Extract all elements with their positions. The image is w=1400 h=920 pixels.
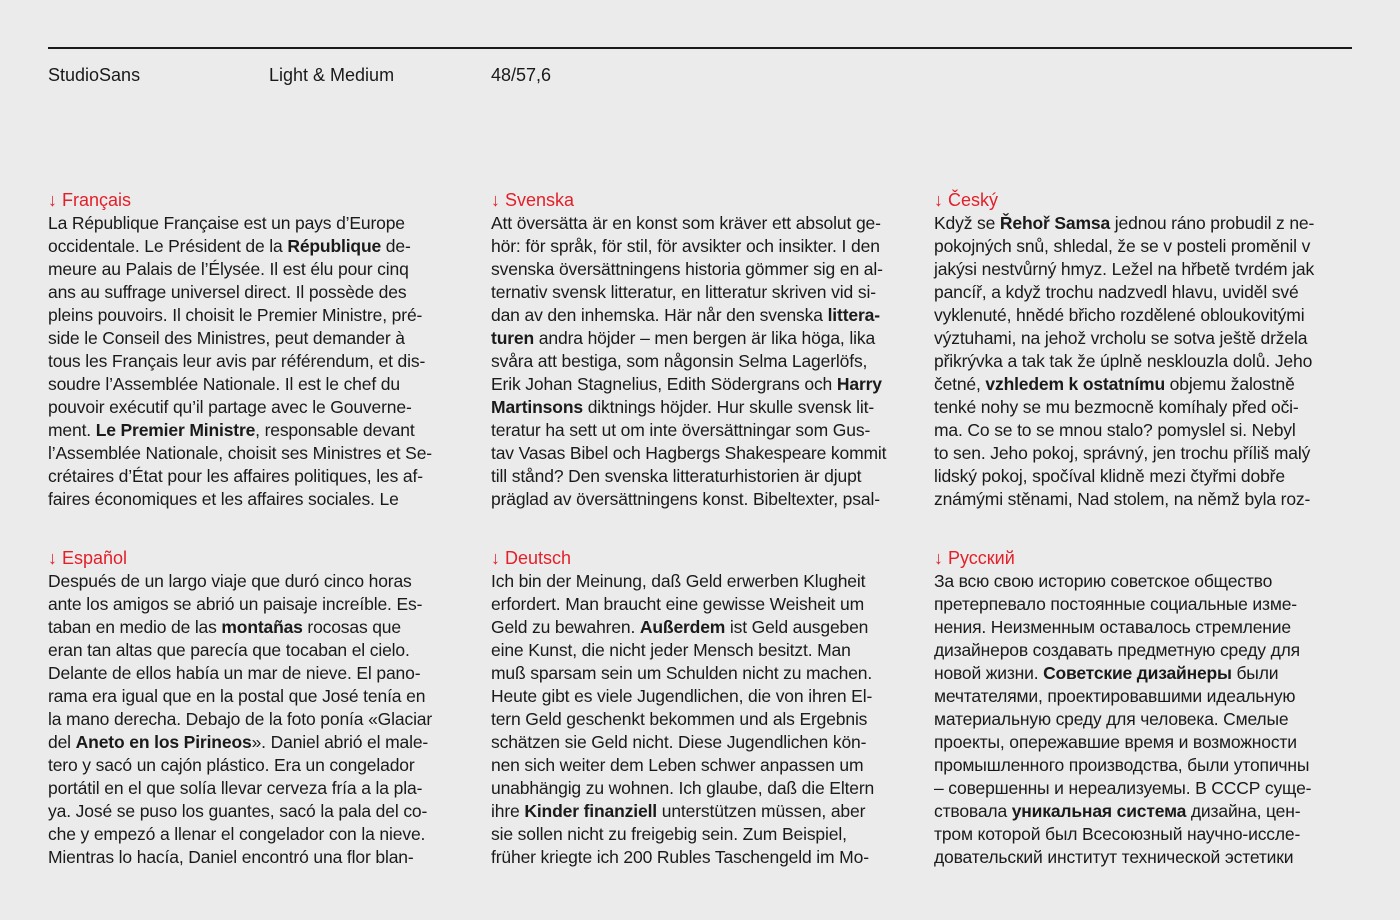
text-run: Geld zu bewahren. xyxy=(491,617,640,637)
text-line xyxy=(934,465,1359,488)
sample-heading xyxy=(491,189,916,212)
text-run: ». Daniel abrió el male- xyxy=(251,732,429,752)
text-line xyxy=(934,235,1359,258)
sample-heading xyxy=(934,189,1359,212)
text-line xyxy=(48,639,473,662)
text-line xyxy=(48,235,473,258)
arrow-down-icon: ↓ xyxy=(48,190,57,210)
emphasis-text: Martinsons xyxy=(491,397,583,417)
text-run: svåra att bestiga, som någonsin Selma Lagerlöfs, xyxy=(491,351,868,371)
sample-heading xyxy=(48,547,473,570)
sample-heading xyxy=(934,547,1359,570)
text-run: portátil en el que solía llevar cerveza fría a la pla- xyxy=(48,778,423,798)
text-line xyxy=(48,616,473,639)
text-run: známými stěnami, Nad stolem, na němž byla roz- xyxy=(934,489,1311,509)
text-line xyxy=(491,800,916,823)
text-line xyxy=(934,304,1359,327)
emphasis-text: Советские дизайнеры xyxy=(1043,663,1232,683)
text-line xyxy=(48,488,473,511)
text-run: ihre xyxy=(491,801,525,821)
text-run: Když se xyxy=(934,213,1000,233)
text-line xyxy=(491,488,916,511)
text-run: Mientras lo hacía, Daniel encontró una flor blan- xyxy=(48,847,414,867)
text-line xyxy=(491,708,916,731)
text-run: präglad av översättningens konst. Bibeltexter, psal- xyxy=(491,489,880,509)
text-run: del xyxy=(48,732,76,752)
text-line xyxy=(934,327,1359,350)
text-line xyxy=(934,593,1359,616)
text-run: přikrývka a tak tak že úplně nesklouzla dolů. Jeho xyxy=(934,351,1313,371)
text-line xyxy=(491,777,916,800)
arrow-down-icon: ↓ xyxy=(934,548,943,568)
text-line xyxy=(48,593,473,616)
text-run: la mano derecha. Debajo de la foto ponía «Glaciar xyxy=(48,709,433,729)
text-line xyxy=(48,442,473,465)
text-run: taban en medio de las xyxy=(48,617,222,637)
text-line xyxy=(491,465,916,488)
text-run: soudre l’Assemblée Nationale. Il est le chef du xyxy=(48,374,400,394)
text-line xyxy=(934,442,1359,465)
text-run: sie sollen nicht zu freigebig sein. Zum Beispiel, xyxy=(491,824,847,844)
text-run: rocosas que xyxy=(302,617,401,637)
text-run: дизайнеров создавать предметную среду для xyxy=(934,640,1300,660)
sample-russkiy xyxy=(934,547,1359,869)
text-run: jakýsi nestvůrný hmyz. Ležel na hřbetě tvrdém jak xyxy=(934,259,1315,279)
text-line xyxy=(934,419,1359,442)
text-run: andra höjder – men bergen är lika höga, lika xyxy=(534,328,876,348)
text-run: objemu žalostně xyxy=(1164,374,1295,394)
text-run: eine Kunst, die nicht jeder Mensch besitzt. Man xyxy=(491,640,851,660)
text-line xyxy=(48,800,473,823)
text-run: tous les Français leur avis par référendum, et dis- xyxy=(48,351,426,371)
text-run: lidský pokoj, spočíval klidně mezi čtyřmi dobře xyxy=(934,466,1285,486)
language-label: Français xyxy=(62,190,132,210)
emphasis-text: littera- xyxy=(827,305,880,325)
text-line xyxy=(934,731,1359,754)
text-run: тром которой был Всесоюзный научно-иссле- xyxy=(934,824,1301,844)
emphasis-text: montañas xyxy=(221,617,303,637)
text-run: ma. Co se to se mnou stalo? pomyslel si. Nebyl xyxy=(934,420,1296,440)
text-line xyxy=(48,731,473,754)
text-run: Att översätta är en konst som kräver ett absolut ge- xyxy=(491,213,881,233)
text-run: erfordert. Man braucht eine gewisse Weisheit um xyxy=(491,594,864,614)
text-line xyxy=(934,212,1359,235)
text-run: новой жизни. xyxy=(934,663,1044,683)
sample-espanol xyxy=(48,547,473,869)
text-run: unabhängig zu wohnen. Ich glaube, daß die Eltern xyxy=(491,778,875,798)
emphasis-text: Kinder finanziell xyxy=(524,801,658,821)
text-line xyxy=(48,777,473,800)
arrow-down-icon: ↓ xyxy=(48,548,57,568)
text-run: tero y sacó un cajón plástico. Era un congelador xyxy=(48,755,415,775)
text-line xyxy=(934,823,1359,846)
text-run: Delante de ellos había un mar de nieve. El pano- xyxy=(48,663,421,683)
emphasis-text: vzhledem k ostatnímu xyxy=(985,374,1165,394)
sample-deutsch xyxy=(491,547,916,869)
text-run: nen sich weiter dem Leben schwer anpassen um xyxy=(491,755,864,775)
text-run: früher kriegte ich 200 Rubles Taschengeld im Mo- xyxy=(491,847,869,867)
text-run: ствовала xyxy=(934,801,1012,821)
sample-cesky xyxy=(934,189,1359,511)
sample-francais xyxy=(48,189,473,511)
text-run: jednou ráno probudil z ne- xyxy=(1110,213,1315,233)
text-line xyxy=(491,258,916,281)
text-run: pouvoir exécutif qu’il partage avec le Gouverne- xyxy=(48,397,412,417)
text-line xyxy=(491,212,916,235)
language-label: Český xyxy=(948,190,999,210)
text-line xyxy=(491,570,916,593)
text-line xyxy=(491,616,916,639)
text-line xyxy=(934,258,1359,281)
text-run: La République Française est un pays d’Europe xyxy=(48,213,405,233)
text-line xyxy=(934,281,1359,304)
text-run: occidentale. Le Président de la xyxy=(48,236,288,256)
emphasis-text: Řehoř Samsa xyxy=(999,213,1111,233)
sample-text xyxy=(491,570,916,869)
text-run: – совершенны и нереализуемы. В СССР суще- xyxy=(934,778,1312,798)
language-label: Español xyxy=(62,548,128,568)
text-run: četné, xyxy=(934,374,986,394)
text-line xyxy=(934,685,1359,708)
text-run: side le Conseil des Ministres, peut demander à xyxy=(48,328,405,348)
text-run: unterstützen müssen, aber xyxy=(657,801,866,821)
text-run: Después de un largo viaje que duró cinco horas xyxy=(48,571,412,591)
text-line xyxy=(934,662,1359,685)
font-name: StudioSans xyxy=(48,65,141,85)
sample-text xyxy=(934,212,1359,511)
text-run: tenké nohy se mu bezmocně komíhaly před oči- xyxy=(934,397,1299,417)
text-run: промышленного производства, были утопичны xyxy=(934,755,1310,775)
text-line xyxy=(48,396,473,419)
text-run: l’Assemblée Nationale, choisit ses Ministres et Se- xyxy=(48,443,432,463)
text-line xyxy=(934,616,1359,639)
text-run: meure au Palais de l’Élysée. Il est élu pour cinq xyxy=(48,259,409,279)
text-run: ist Geld ausgeben xyxy=(725,617,869,637)
text-line xyxy=(491,685,916,708)
text-line xyxy=(48,327,473,350)
language-label: Svenska xyxy=(505,190,575,210)
text-line xyxy=(48,685,473,708)
text-line xyxy=(491,419,916,442)
text-run: проекты, опережавшие время и возможности xyxy=(934,732,1297,752)
text-line xyxy=(934,396,1359,419)
sample-text xyxy=(48,570,473,869)
text-line xyxy=(934,777,1359,800)
text-run: crétaires d’État pour les affaires politiques, les af- xyxy=(48,466,423,486)
text-run: , responsable devant xyxy=(255,420,415,440)
text-run: материальную среду для человека. Смелые xyxy=(934,709,1289,729)
text-line xyxy=(491,373,916,396)
text-run: дизайна, цен- xyxy=(1186,801,1301,821)
sample-text xyxy=(934,570,1359,869)
sample-text xyxy=(491,212,916,511)
text-run: ante los amigos se abrió un paisaje increíble. Es- xyxy=(48,594,423,614)
text-line xyxy=(48,754,473,777)
text-line xyxy=(491,304,916,327)
text-line xyxy=(48,708,473,731)
text-run: till stånd? Den svenska litteraturhistorien är djupt xyxy=(491,466,862,486)
arrow-down-icon: ↓ xyxy=(491,548,500,568)
text-run: Erik Johan Stagnelius, Edith Södergrans och xyxy=(491,374,837,394)
text-line xyxy=(934,846,1359,869)
text-line xyxy=(48,281,473,304)
text-line xyxy=(491,327,916,350)
text-run: pancíř, a když trochu nadzvedl hlavu, uviděl své xyxy=(934,282,1299,302)
text-line xyxy=(48,662,473,685)
text-run: претерпевало постоянные социальные изме- xyxy=(934,594,1297,614)
text-run: Heute gibt es viele Jugendlichen, die von ihren El- xyxy=(491,686,873,706)
language-label: Deutsch xyxy=(505,548,572,568)
text-line xyxy=(491,593,916,616)
text-run: de- xyxy=(381,236,411,256)
text-line xyxy=(491,281,916,304)
text-line xyxy=(491,639,916,662)
text-run: ment. xyxy=(48,420,96,440)
text-run: diktnings höjder. Hur skulle svensk lit- xyxy=(582,397,875,417)
text-line xyxy=(934,754,1359,777)
emphasis-text: Aneto en los Pirineos xyxy=(75,732,252,752)
text-line xyxy=(934,570,1359,593)
emphasis-text: Le Premier Ministre xyxy=(95,420,256,440)
text-line xyxy=(491,823,916,846)
sample-heading xyxy=(491,547,916,570)
text-line xyxy=(491,442,916,465)
text-run: dan av den inhemska. Här når den svenska xyxy=(491,305,828,325)
arrow-down-icon: ↓ xyxy=(934,190,943,210)
text-run: che y empezó a llenar el congelador con la nieve. xyxy=(48,824,426,844)
text-run: teratur ha sett ut om inte översättningar som Gus- xyxy=(491,420,871,440)
text-run: schätzen sie Geld nicht. Diese Jugendlichen kön- xyxy=(491,732,867,752)
emphasis-text: уникальная система xyxy=(1011,801,1187,821)
text-line xyxy=(934,350,1359,373)
font-weights: Light & Medium xyxy=(269,65,395,85)
text-run: eran tan altas que parecía que tocaban el cielo. xyxy=(48,640,410,660)
language-label: Русский xyxy=(948,548,1015,568)
text-line xyxy=(48,419,473,442)
text-run: to sen. Jeho pokoj, správný, jen trochu příliš malý xyxy=(934,443,1311,463)
emphasis-text: République xyxy=(287,236,382,256)
text-run: Ich bin der Meinung, daß Geld erwerben Klugheit xyxy=(491,571,866,591)
emphasis-text: turen xyxy=(491,328,535,348)
emphasis-text: Außerdem xyxy=(639,617,726,637)
text-run: svenska översättningens historia gömmer sig en al- xyxy=(491,259,883,279)
text-run: нения. Неизменным оставалось стремление xyxy=(934,617,1291,637)
text-line xyxy=(48,350,473,373)
text-line xyxy=(934,488,1359,511)
text-run: tern Geld geschenkt bekommen und als Ergebnis xyxy=(491,709,868,729)
sample-heading xyxy=(48,189,473,212)
text-run: За всю свою историю советское общество xyxy=(934,571,1273,591)
text-line xyxy=(934,708,1359,731)
text-line xyxy=(48,570,473,593)
top-rule xyxy=(48,47,1352,49)
text-run: rama era igual que en la postal que José tenía en xyxy=(48,686,426,706)
text-line xyxy=(934,800,1359,823)
text-run: vyklenuté, hnědé břicho rozdělené obloukovitými xyxy=(934,305,1305,325)
text-line xyxy=(491,731,916,754)
text-run: были xyxy=(1231,663,1279,683)
arrow-down-icon: ↓ xyxy=(491,190,500,210)
text-run: pokojných snů, shledal, že se v posteli proměnil v xyxy=(934,236,1311,256)
text-line xyxy=(491,235,916,258)
text-line xyxy=(48,373,473,396)
text-line xyxy=(48,304,473,327)
sample-svenska xyxy=(491,189,916,511)
font-size-leading: 48/57,6 xyxy=(491,65,552,85)
text-line xyxy=(491,846,916,869)
text-run: muß sparsam sein um Schulden nicht zu machen. xyxy=(491,663,873,683)
text-line xyxy=(48,212,473,235)
text-line xyxy=(48,258,473,281)
text-line xyxy=(491,662,916,685)
text-line xyxy=(491,350,916,373)
text-line xyxy=(934,639,1359,662)
emphasis-text: Harry xyxy=(836,374,882,394)
text-run: hör: för språk, för stil, för avsikter och insikter. I den xyxy=(491,236,880,256)
sample-text xyxy=(48,212,473,511)
text-line xyxy=(491,396,916,419)
text-run: ya. José se puso los guantes, sacó la pala del co- xyxy=(48,801,428,821)
text-run: мечтателями, проектировавшими идеальную xyxy=(934,686,1296,706)
text-run: ternativ svensk litteratur, en litteratur skriven vid si- xyxy=(491,282,876,302)
text-run: faires économiques et les affaires sociales. Le xyxy=(48,489,399,509)
text-line xyxy=(491,754,916,777)
text-run: ans au suffrage universel direct. Il possède des xyxy=(48,282,407,302)
text-run: довательский институт технической эстетики xyxy=(934,847,1294,867)
text-line xyxy=(48,823,473,846)
text-line xyxy=(934,373,1359,396)
text-run: pleins pouvoirs. Il choisit le Premier Ministre, pré- xyxy=(48,305,423,325)
text-line xyxy=(48,846,473,869)
text-line xyxy=(48,465,473,488)
text-run: výztuhami, na jehož vrcholu se sotva ještě držela xyxy=(934,328,1308,348)
text-run: tav Vasas Bibel och Hagbergs Shakespeare kommit xyxy=(491,443,887,463)
